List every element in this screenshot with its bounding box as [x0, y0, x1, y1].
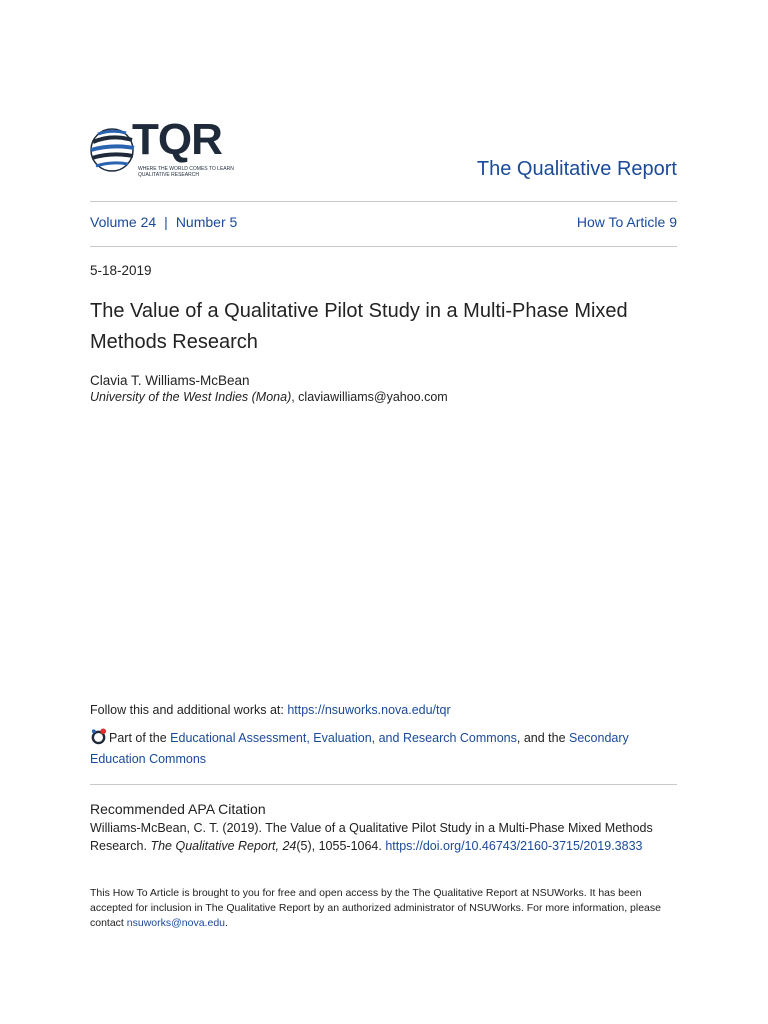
number-link[interactable]: Number 5 — [175, 214, 238, 230]
citation-journal: The Qualitative Report, 24 — [150, 838, 297, 853]
divider-top — [90, 201, 677, 202]
citation-text — [90, 820, 680, 855]
citation-part2: (5), 1055-1064. — [296, 838, 386, 853]
footer-text: This How To Article is brought to you for free and open access by the The Qualitative Report at NSUWorks. It has been accepted for inclusion in The Qualitative Report by an authorized administrator of NSUWorks. For more information, please contact — [90, 887, 661, 929]
partof-prefix: Part of the — [109, 731, 171, 745]
part-of-line — [90, 728, 680, 770]
logo-tagline: WHERE THE WORLD COMES TO LEARN QUALITATIVE RESEARCH — [138, 166, 234, 178]
issue-bar — [90, 214, 677, 230]
citation-part1: Williams-McBean, C. T. (2019). The Value of a Qualitative Pilot Study in a Multi-Phase Mixed Methods Research. — [90, 821, 653, 853]
author-email: , claviawilliams@yahoo.com — [291, 390, 448, 404]
affiliation-text: University of the West Indies (Mona) — [90, 390, 292, 404]
divider-issue — [90, 246, 677, 247]
volume-link[interactable]: Volume 24 — [90, 214, 157, 230]
repository-link[interactable]: https://nsuworks.nova.edu/tqr — [287, 703, 451, 717]
contact-email-link[interactable]: nsuworks@nova.edu — [126, 917, 225, 929]
divider-citation — [90, 784, 677, 785]
issue-separator: | — [164, 214, 168, 230]
article-title: The Value of a Qualitative Pilot Study in a Multi-Phase Mixed Methods Research — [90, 300, 628, 353]
recommended-citation-heading: Recommended APA Citation — [90, 801, 266, 817]
footer-note — [90, 886, 670, 931]
follow-line — [90, 703, 451, 717]
commons-network-icon — [90, 728, 107, 745]
publication-date: 5-18-2019 — [90, 263, 152, 278]
globe-logo-icon — [90, 124, 138, 176]
doi-link[interactable]: https://doi.org/10.46743/2160-3715/2019.3833 — [385, 838, 643, 853]
educational-assessment-commons-link[interactable]: Educational Assessment, Evaluation, and Research Commons — [170, 731, 517, 745]
follow-prefix: Follow this and additional works at: — [90, 703, 288, 717]
author-affiliation — [90, 390, 448, 404]
author-name: Clavia T. Williams-McBean — [90, 373, 250, 388]
footer-end: . — [225, 917, 228, 929]
secondary-education-commons-link[interactable]: Secondary Education Commons — [90, 731, 629, 766]
article-type-link[interactable]: How To Article 9 — [576, 214, 677, 230]
partof-middle: , and the — [516, 731, 569, 745]
journal-title-link[interactable]: The Qualitative Report — [476, 158, 677, 180]
tqr-logo — [90, 115, 240, 182]
logo-wordmark: TQR — [132, 115, 222, 164]
